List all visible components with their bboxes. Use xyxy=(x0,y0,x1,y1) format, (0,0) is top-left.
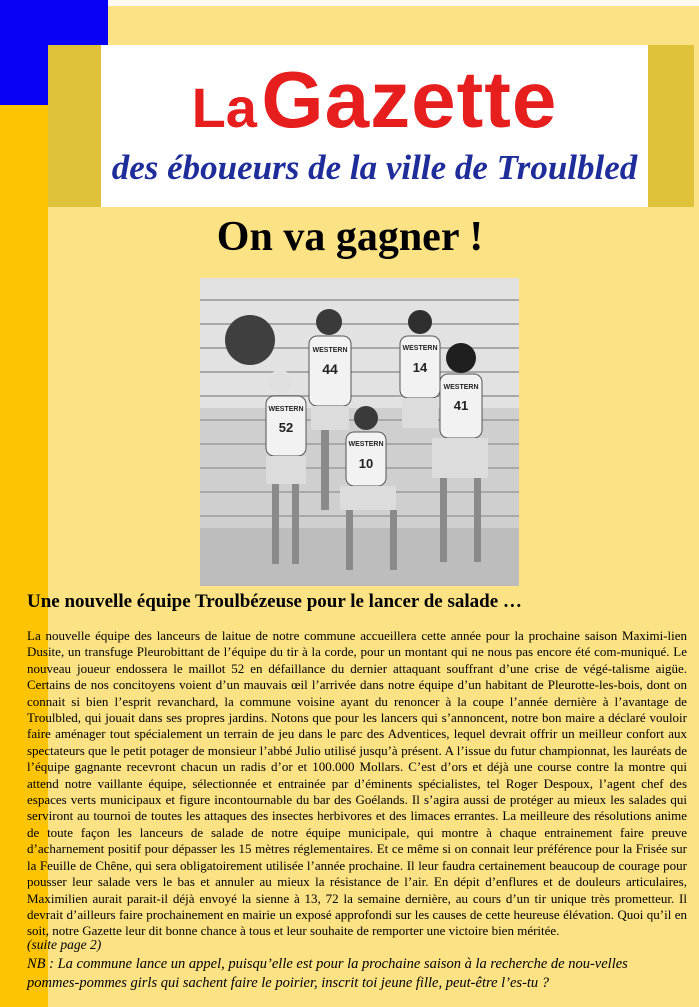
jersey-text: WESTERN xyxy=(268,406,304,413)
nb-note: NB : La commune lance un appel, puisqu’elle est pour la prochaine saison à la recherche de nou-velles pommes-pommes girls qui sachent faire le poirier, inscrit toi jeune fille, peut-être l’es-tu ? xyxy=(27,956,628,991)
masthead-title-gazette: Gazette xyxy=(261,55,558,144)
jersey-number: 41 xyxy=(453,398,469,413)
jersey-number: 14 xyxy=(412,360,428,375)
article-title: Une nouvelle équipe Troulbézeuse pour le lancer de salade … xyxy=(27,591,522,612)
jersey-text: WESTERN xyxy=(443,384,479,391)
jersey-number: 52 xyxy=(278,420,294,435)
jersey-text: WESTERN xyxy=(402,345,438,352)
team-photo-image xyxy=(200,278,519,586)
jersey-number: 44 xyxy=(322,361,338,377)
jersey-number: 10 xyxy=(358,456,374,471)
jersey-text: WESTERN xyxy=(348,441,384,448)
article-body: La nouvelle équipe des lanceurs de laitue de notre commune accueillera cette année pour la prochaine saison Maximi-lien Dusite, un transfuge Pleurobittant de l’équipe du tir à la corde, pour un montant qui ne nous pas encore été com-muniqué. Le nouveau joueur endossera le maillot 52 en défaillance du dernier attaquant souffrant d’une crise de végé-talisme aigüe. Certains de nos concitoyens voient d’un mauvais œil l’arrivée dans notre équipe d’un habitant de Pleurotte-les-bois, dont on connait si bien l’esprit revanchard, la commune voisine ayant du renoncer à la coupe l’année dernière à l’avantage de Troulbled, qui jouait dans ses propres jardins. Notons que pour les lancers qui s’annoncent, notre bon maire a déclaré vouloir faire aménager tout spécialement un terrain de jeu dans le parc des Adventices, lequel devrait offrir un meilleur confort aux spectateurs que le petit potager de monsieur l’abbé Julio utilisé jusqu’à présent. A l’issue du futur championnat, les lauréats de l’équipe gagnante recevront chacun un radis d’or et 100.000 Mollars. C’est d’ors et déjà une course contre la montre qui attend notre vaillante équipe, sélectionnée et entrainée par d’éminents spécialistes, tel Roger Despoux, l’agent chef des espaces verts municipaux et figure incontournable du bar des Goélands. Il s’agira aussi de protéger au mieux les salades qui serviront au tournoi de toutes les attaques des insectes herbivores et des limaces errantes. La meilleure des résolutions anime de toute façon les lanceurs de salade de notre équipe municipale, qui montre à chaque entrainement faire preuve d’acharnement positif pour dépasser les 15 mètres réglementaires. Et ce même si on connait leur préférence pour la Frisée sur la Feuille de Chêne, qui sera obligatoirement utilisée l’année prochaine. Il leur faudra certainement beaucoup de courage pour pousser leur salade vers le bas et annuler au mieux la résistance de l’air. En dépit d’enflures et de douleurs articulaires, Maximilien aurait parait-il déjà envoyé la sienne à 13, 72 la semaine dernière, au cours d’un tir unique très prometteur. Il devrait d’ailleurs faire prochainement en mairie un exposé approfondi sur les causes de cette heureuse élévation. Quoi qu’il en soit, notre Gazette leur dit bonne chance à tous et leur souhaite de remporter une victoire bien méritée. xyxy=(27,628,687,939)
masthead-subtitle: des éboueurs de la ville de Troulbled xyxy=(111,148,638,187)
continued-note: (suite page 2) xyxy=(27,937,102,952)
page-headline: On va gagner ! xyxy=(216,214,484,260)
jersey-text: WESTERN xyxy=(312,347,348,354)
team-photo xyxy=(200,278,519,586)
masthead-title xyxy=(101,55,648,144)
masthead-title-la: La xyxy=(191,76,257,139)
